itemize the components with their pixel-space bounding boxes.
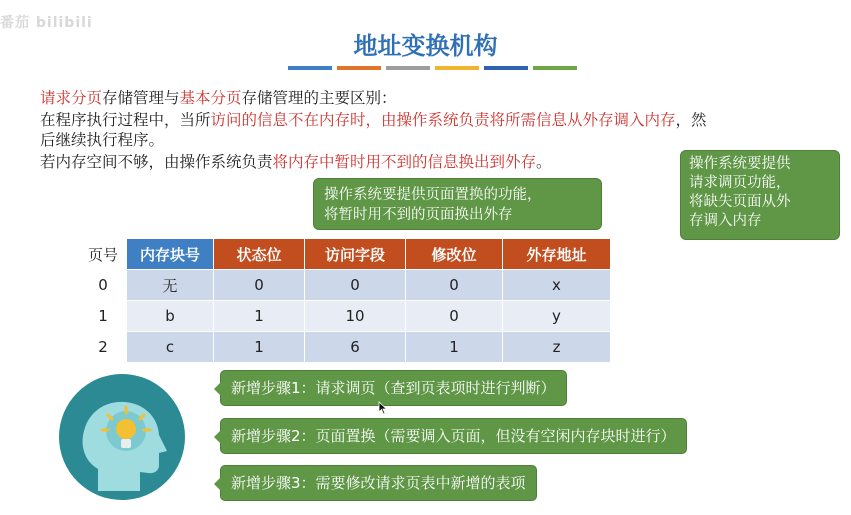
column-header-access-field: 访问字段 (305, 239, 406, 270)
table-cell: z (503, 332, 611, 363)
column-header-frame-number: 内存块号 (127, 239, 214, 270)
page-title: 地址变换机构 (353, 32, 498, 60)
intro-text: 若内存空间不够，由操作系统负责 (40, 153, 273, 171)
callout-line: 操作系统要提供 (689, 156, 791, 172)
table-row (80, 270, 611, 301)
table-row (80, 301, 611, 332)
callout-line: 将缺失页面从外 (689, 194, 791, 210)
table-cell: 6 (305, 332, 406, 363)
accent-bar-3 (386, 66, 430, 70)
callout-line: 存调入内存 (689, 213, 762, 229)
column-header-external-address: 外存地址 (503, 239, 611, 270)
table-cell: 0 (406, 301, 503, 332)
page-number-cell: 2 (80, 332, 127, 363)
intro-line-2 (40, 110, 840, 130)
table-header-row (80, 239, 611, 270)
table-row (80, 332, 611, 363)
intro-highlight-swap-out: 将内存中暂时用不到的信息换出到外存 (272, 153, 537, 171)
table-cell: c (127, 332, 214, 363)
table-cell: 0 (305, 270, 406, 301)
table-cell: 无 (127, 270, 214, 301)
callout-page-request (680, 150, 840, 240)
intro-line-4 (40, 152, 552, 172)
callout-line: 请求调页功能， (689, 175, 791, 191)
intro-line-1 (40, 88, 397, 108)
table-cell: y (503, 301, 611, 332)
callout-line: 操作系统要提供页面置换的功能， (324, 187, 542, 203)
intro-highlight-swap-in: 访问的信息不在内存时，由操作系统负责将所需信息从外存调入内存 (210, 111, 676, 129)
intro-text: 存储管理与 (102, 89, 180, 107)
intro-text: 存储管理的主要区别： (241, 89, 397, 107)
intro-term-request-paging: 请求分页 (40, 89, 103, 107)
table-cell: 1 (406, 332, 503, 363)
step-2-page-replacement: 新增步骤2：页面置换（需要调入页面，但没有空闲内存块时进行） (220, 418, 687, 454)
accent-bar-5 (484, 66, 528, 70)
table-cell: 1 (214, 332, 305, 363)
intro-text: 。 (536, 153, 552, 171)
step-1-request-paging: 新增步骤1：请求调页（查到页表项时进行判断） (220, 370, 567, 406)
table-cell: 1 (214, 301, 305, 332)
intro-line-3: 后继续执行程序。 (40, 131, 165, 149)
page-number-cell: 0 (80, 270, 127, 301)
column-header-page-number: 页号 (80, 239, 127, 270)
table-cell: b (127, 301, 214, 332)
head-lightbulb-icon (58, 373, 186, 505)
table-cell: 0 (214, 270, 305, 301)
accent-bar-1 (288, 66, 332, 70)
intro-text: 在程序执行过程中，当所 (40, 111, 211, 129)
watermark: 番茄 bilibili (0, 15, 93, 31)
accent-bar-2 (337, 66, 381, 70)
accent-bar-4 (435, 66, 479, 70)
page-number-cell: 1 (80, 301, 127, 332)
callout-page-replacement (313, 178, 602, 230)
table-cell: x (503, 270, 611, 301)
mouse-cursor-icon (378, 400, 388, 419)
table-cell: 0 (406, 270, 503, 301)
column-header-status-bit: 状态位 (214, 239, 305, 270)
column-header-modify-bit: 修改位 (406, 239, 503, 270)
intro-text: ，然 (675, 111, 707, 129)
table-cell: 10 (305, 301, 406, 332)
intro-term-basic-paging: 基本分页 (179, 89, 242, 107)
step-3-modify-table-entry: 新增步骤3：需要修改请求页表中新增的表项 (220, 465, 537, 501)
request-page-table (80, 238, 611, 363)
callout-line: 将暂时用不到的页面换出外存 (324, 207, 513, 223)
accent-bar-6 (533, 66, 577, 70)
